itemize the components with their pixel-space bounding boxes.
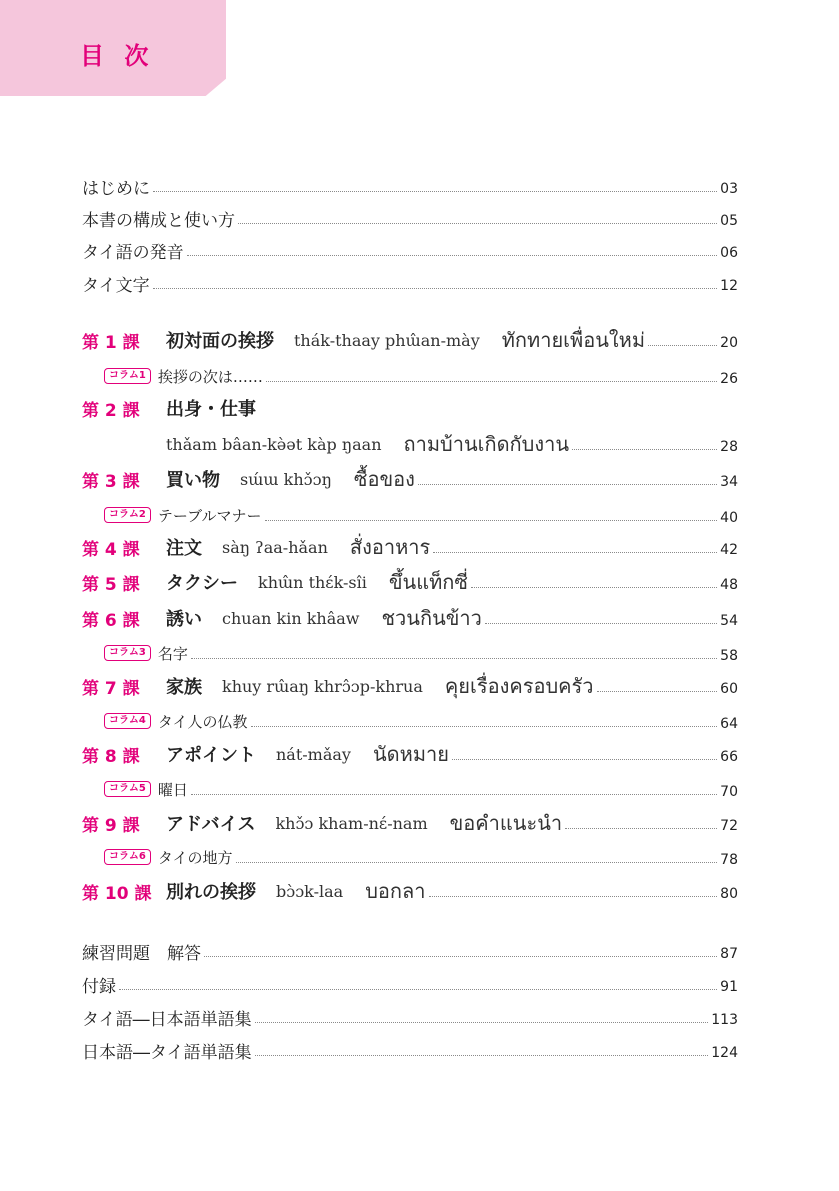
lesson-romanization: khɯ̂n thɛ́k-sîi — [258, 572, 367, 592]
dot-leader — [433, 552, 717, 553]
lesson-row-2[interactable] — [82, 393, 738, 423]
page-number: 70 — [720, 784, 738, 800]
page-number: 20 — [720, 335, 738, 351]
lesson-romanization: khuy rɯ̂aŋ khrɔ̂ɔp-khrua — [222, 676, 423, 696]
dot-leader — [153, 288, 718, 289]
lesson-row-1[interactable] — [82, 325, 738, 355]
toc-row[interactable] — [82, 236, 738, 264]
lesson-title: 誘い — [166, 609, 202, 630]
dot-leader — [251, 726, 718, 727]
lesson-title: タクシー — [166, 573, 238, 594]
page-number: 113 — [711, 1012, 738, 1028]
lesson-row-10[interactable] — [82, 876, 738, 906]
dot-leader — [191, 794, 717, 795]
lesson-number: 第 1 課 — [82, 332, 140, 353]
lesson-title: 注文 — [166, 538, 202, 559]
column-badge: コラム6 — [104, 849, 151, 865]
lesson-thai-title: บอกลา — [365, 879, 426, 903]
page-number: 80 — [720, 886, 738, 902]
dot-leader — [485, 623, 717, 624]
lesson-title: 買い物 — [166, 470, 220, 491]
toc-title: 練習問題 解答 — [82, 943, 201, 964]
page-number: 124 — [711, 1045, 738, 1061]
dot-leader — [119, 989, 717, 990]
dot-leader — [236, 862, 718, 863]
column-badge: コラム5 — [104, 781, 151, 797]
column-badge: コラム1 — [104, 368, 151, 384]
lesson-thai-title: ถามบ้านเกิดกับงาน — [403, 432, 570, 456]
page-number: 72 — [720, 818, 738, 834]
column-row-6[interactable] — [104, 843, 738, 871]
lesson-title: 初対面の挨拶 — [166, 331, 274, 352]
lesson-thai-title: ชวนกินข้าว — [381, 606, 482, 630]
column-row-3[interactable] — [104, 639, 738, 667]
lesson-thai-title: นัดหมาย — [372, 742, 449, 766]
toc-row[interactable] — [82, 1036, 738, 1064]
column-row-1[interactable] — [104, 362, 738, 390]
lesson-romanization: thǎam bâan-kə̀ət kàp ŋaan — [166, 434, 382, 454]
lesson-row-4[interactable] — [82, 532, 738, 562]
column-row-2[interactable] — [104, 501, 738, 529]
page-number: 03 — [720, 181, 738, 197]
page-number: 28 — [720, 439, 738, 455]
lesson-row-8[interactable] — [82, 739, 738, 769]
page-number: 12 — [720, 278, 738, 294]
lesson-row-6[interactable] — [82, 603, 738, 633]
column-badge: コラム4 — [104, 713, 151, 729]
column-badge: コラム2 — [104, 507, 151, 523]
dot-leader — [153, 191, 717, 192]
lesson-number: 第 6 課 — [82, 610, 140, 631]
lesson-thai-title: ซื้อของ — [353, 467, 415, 491]
lesson-thai-title: คุยเรื่องครอบครัว — [444, 674, 594, 698]
column-row-4[interactable] — [104, 707, 738, 735]
lesson-number: 第 2 課 — [82, 400, 140, 421]
toc-title: はじめに — [82, 178, 150, 199]
page-number: 06 — [720, 245, 738, 261]
lesson-romanization: bɔ̀ɔk-laa — [276, 881, 344, 901]
column-title: タイの地方 — [157, 848, 233, 867]
page-number: 66 — [720, 749, 738, 765]
lesson-row-5[interactable] — [82, 567, 738, 597]
lesson-row-2-subtitle[interactable] — [166, 429, 738, 459]
page-number: 34 — [720, 474, 738, 490]
lesson-romanization: sɯ́ɯ khɔ̌ɔŋ — [240, 469, 332, 489]
dot-leader — [255, 1022, 709, 1023]
page-number: 91 — [720, 979, 738, 995]
page-number: 78 — [720, 852, 738, 868]
dot-leader — [238, 223, 717, 224]
toc-title: 日本語―タイ語単語集 — [82, 1042, 252, 1063]
dot-leader — [204, 956, 717, 957]
toc-title: タイ文字 — [82, 275, 150, 296]
dot-leader — [648, 345, 717, 346]
dot-leader — [572, 449, 717, 450]
page-number: 48 — [720, 577, 738, 593]
toc-row[interactable] — [82, 172, 738, 200]
page-number: 54 — [720, 613, 738, 629]
toc-title: タイ語の発音 — [82, 242, 184, 263]
lesson-number: 第 8 課 — [82, 746, 140, 767]
lesson-romanization: nát-mǎay — [276, 744, 351, 764]
dot-leader — [266, 381, 717, 382]
lesson-thai-title: ทักทายเพื่อนใหม่ — [501, 328, 646, 352]
lesson-romanization: sàŋ ʔaa-hǎan — [222, 537, 328, 557]
lesson-number: 第 7 課 — [82, 678, 140, 699]
lesson-number: 第 10 課 — [82, 883, 152, 904]
toc-title: タイ語―日本語単語集 — [82, 1009, 252, 1030]
dot-leader — [255, 1055, 709, 1056]
toc-row[interactable] — [82, 269, 738, 297]
toc-row[interactable] — [82, 937, 738, 965]
page-number: 26 — [720, 371, 738, 387]
column-title: タイ人の仏教 — [157, 712, 248, 731]
toc-row[interactable] — [82, 970, 738, 998]
page-number: 60 — [720, 681, 738, 697]
toc-row[interactable] — [82, 1003, 738, 1031]
dot-leader — [565, 828, 717, 829]
lesson-romanization: chuan kin khâaw — [222, 608, 360, 628]
page-number: 42 — [720, 542, 738, 558]
lesson-title: アポイント — [166, 745, 256, 766]
page-number: 05 — [720, 213, 738, 229]
lesson-number: 第 5 課 — [82, 574, 140, 595]
toc-title: 付録 — [82, 976, 116, 997]
toc-row[interactable] — [82, 204, 738, 232]
dot-leader — [429, 896, 718, 897]
lesson-title: 家族 — [166, 677, 202, 698]
page-number: 64 — [720, 716, 738, 732]
dot-leader — [191, 658, 717, 659]
lesson-row-3[interactable] — [82, 464, 738, 494]
lesson-thai-title: สั่งอาหาร — [349, 535, 431, 559]
dot-leader — [187, 255, 718, 256]
lesson-thai-title: ขึ้นแท็กซี่ — [388, 570, 468, 594]
page-title: 目 次 — [80, 42, 155, 70]
lesson-title: アドバイス — [166, 814, 256, 835]
lesson-romanization: khɔ̌ɔ kham-nɛ́-nam — [275, 813, 428, 833]
lesson-row-9[interactable] — [82, 808, 738, 838]
dot-leader — [471, 587, 717, 588]
dot-leader — [265, 520, 718, 521]
lesson-number: 第 3 課 — [82, 471, 140, 492]
dot-leader — [418, 484, 717, 485]
dot-leader — [597, 691, 718, 692]
column-title: 挨拶の次は…… — [157, 367, 263, 386]
lesson-row-7[interactable] — [82, 671, 738, 701]
toc-title: 本書の構成と使い方 — [82, 210, 235, 231]
lesson-romanization: thák-thaay phɯ̂an-mày — [294, 330, 480, 350]
lesson-thai-title: ขอคำแนะนำ — [449, 811, 563, 835]
lesson-number: 第 9 課 — [82, 815, 140, 836]
page-number: 87 — [720, 946, 738, 962]
page-number: 40 — [720, 510, 738, 526]
column-badge: コラム3 — [104, 645, 151, 661]
lesson-number: 第 4 課 — [82, 539, 140, 560]
dot-leader — [452, 759, 717, 760]
column-title: テーブルマナー — [157, 506, 262, 525]
page-number: 58 — [720, 648, 738, 664]
column-title: 名字 — [157, 644, 188, 663]
lesson-title: 出身・仕事 — [166, 399, 256, 420]
column-title: 曜日 — [157, 780, 188, 799]
lesson-title: 別れの挨拶 — [166, 882, 256, 903]
column-row-5[interactable] — [104, 775, 738, 803]
